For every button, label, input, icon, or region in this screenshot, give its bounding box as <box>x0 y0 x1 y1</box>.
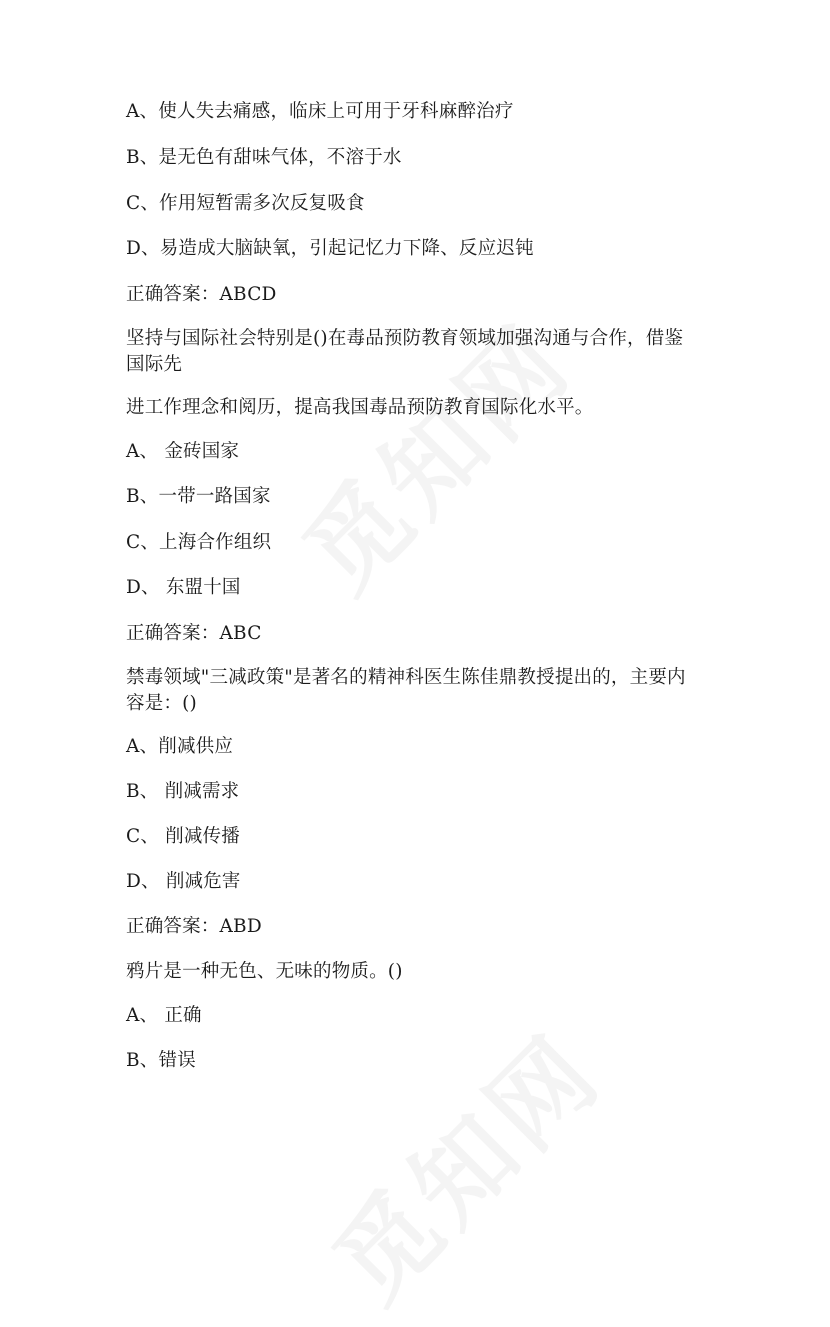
option-d: D、 东盟十国 <box>126 577 241 598</box>
question-text: 禁毒领域"三减政策"是著名的精神科医生陈佳鼎教授提出的，主要内 <box>126 667 686 688</box>
option-c: C、上海合作组织 <box>126 532 272 553</box>
question-text: 进工作理念和阅历，提高我国毒品预防教育国际化水平。 <box>126 397 594 418</box>
option-b: B、是无色有甜味气体，不溶于水 <box>126 147 402 168</box>
option-b: B、一带一路国家 <box>126 486 271 507</box>
option-b: B、错误 <box>126 1050 196 1071</box>
option-b: B、 削减需求 <box>126 781 240 802</box>
question-text: 坚持与国际社会特别是()在毒品预防教育领域加强沟通与合作，借鉴 <box>126 328 684 349</box>
question-text: 鸦片是一种无色、无味的物质。() <box>126 961 403 982</box>
option-c: C、作用短暂需多次反复吸食 <box>126 193 365 214</box>
answer: 正确答案：ABD <box>126 916 262 937</box>
option-a: A、削减供应 <box>126 736 234 757</box>
question-text: 国际先 <box>126 354 183 375</box>
option-d: D、易造成大脑缺氧，引起记忆力下降、反应迟钝 <box>126 238 534 259</box>
answer: 正确答案：ABC <box>126 623 262 644</box>
watermark <box>297 997 628 1327</box>
option-a: A、使人失去痛感，临床上可用于牙科麻醉治疗 <box>126 101 514 122</box>
option-a: A、 金砖国家 <box>126 441 240 462</box>
answer: 正确答案：ABCD <box>126 284 277 305</box>
option-a: A、 正确 <box>126 1005 202 1026</box>
question-text: 容是：() <box>126 693 197 714</box>
option-c: C、 削减传播 <box>126 826 240 847</box>
option-d: D、 削减危害 <box>126 871 241 892</box>
